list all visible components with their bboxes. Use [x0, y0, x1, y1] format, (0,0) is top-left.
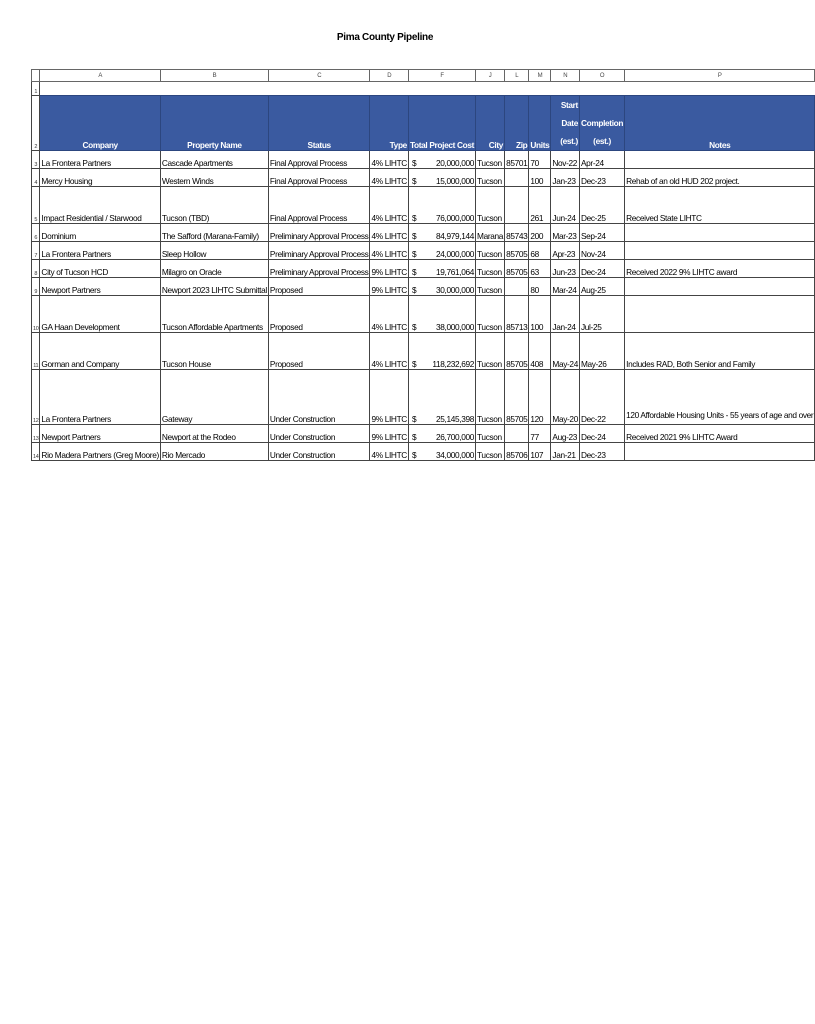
- cell-units: 107: [529, 443, 551, 461]
- cell-start-date: Jan-23: [551, 169, 580, 187]
- cell-total-project-cost: [408, 278, 475, 296]
- table-row: [32, 169, 815, 187]
- cell-company: Rio Madera Partners (Greg Moore): [40, 443, 160, 461]
- cell-type: 4% LIHTC: [370, 224, 408, 242]
- cell-start-date: Mar-24: [551, 278, 580, 296]
- cell-notes: [625, 278, 815, 296]
- cell-company: City of Tucson HCD: [40, 260, 160, 278]
- row-number: 4: [32, 169, 40, 187]
- cell-completion: Dec-24: [579, 425, 624, 443]
- cell-notes: Received 2022 9% LIHTC award: [625, 260, 815, 278]
- cell-total-project-cost: [408, 242, 475, 260]
- cell-type: 4% LIHTC: [370, 333, 408, 370]
- cell-completion: Dec-23: [579, 443, 624, 461]
- cell-zip: [505, 425, 529, 443]
- cell-property-name: The Safford (Marana-Family): [160, 224, 268, 242]
- table-row: [32, 443, 815, 461]
- cell-status: Final Approval Process: [268, 151, 370, 169]
- cost-amount: 15,000,000: [435, 176, 475, 186]
- cell-property-name: Western Winds: [160, 169, 268, 187]
- cost-amount: 30,000,000: [435, 285, 475, 295]
- cell-status: Preliminary Approval Process: [268, 224, 370, 242]
- cell-company: Mercy Housing: [40, 169, 160, 187]
- cell-start-date: Nov-22: [551, 151, 580, 169]
- cell-type: 9% LIHTC: [370, 260, 408, 278]
- cell-start-date: May-20: [551, 370, 580, 425]
- cell-company: Dominium: [40, 224, 160, 242]
- cell-company: La Frontera Partners: [40, 242, 160, 260]
- table-row: [32, 333, 815, 370]
- cell-units: 408: [529, 333, 551, 370]
- cell-status: Proposed: [268, 333, 370, 370]
- currency-symbol: $: [411, 359, 417, 369]
- cell-status: Under Construction: [268, 370, 370, 425]
- cell-type: 4% LIHTC: [370, 151, 408, 169]
- column-letter: M: [529, 70, 551, 82]
- column-letter: B: [160, 70, 268, 82]
- cost-amount: 24,000,000: [435, 249, 475, 259]
- cost-amount: 84,979,144: [435, 231, 475, 241]
- cell-status: Preliminary Approval Process: [268, 242, 370, 260]
- cell-property-name: Tucson House: [160, 333, 268, 370]
- row-number: 2: [32, 96, 40, 151]
- cost-amount: 20,000,000: [435, 158, 475, 168]
- cell-zip: [505, 187, 529, 224]
- cell-start-date: Jun-23: [551, 260, 580, 278]
- cost-amount: 26,700,000: [435, 432, 475, 442]
- row-number: 8: [32, 260, 40, 278]
- column-letter-row: [32, 70, 815, 82]
- header-completion: Completion (est.): [579, 96, 624, 151]
- header-notes: Notes: [625, 96, 815, 151]
- cell-type: 4% LIHTC: [370, 187, 408, 224]
- cell-company: Gorman and Company: [40, 333, 160, 370]
- cell-start-date: Apr-23: [551, 242, 580, 260]
- cell-city: Tucson: [476, 278, 505, 296]
- cell-completion: Dec-23: [579, 169, 624, 187]
- row-number: 3: [32, 151, 40, 169]
- cell-property-name: Tucson (TBD): [160, 187, 268, 224]
- cell-property-name: Newport 2023 LIHTC Submittal: [160, 278, 268, 296]
- table-row: [32, 296, 815, 333]
- corner-cell: [32, 70, 40, 82]
- header-type: Type: [370, 96, 408, 151]
- cell-type: 9% LIHTC: [370, 425, 408, 443]
- cell-total-project-cost: [408, 370, 475, 425]
- cell-units: 63: [529, 260, 551, 278]
- cost-amount: 76,000,000: [435, 213, 475, 223]
- cell-completion: Nov-24: [579, 242, 624, 260]
- cell-city: Tucson: [476, 333, 505, 370]
- spreadsheet-table: [31, 69, 815, 461]
- cell-total-project-cost: [408, 151, 475, 169]
- cell-completion: Aug-25: [579, 278, 624, 296]
- cell-property-name: Rio Mercado: [160, 443, 268, 461]
- cell-units: 120: [529, 370, 551, 425]
- cost-amount: 34,000,000: [435, 450, 475, 460]
- cell-status: Final Approval Process: [268, 169, 370, 187]
- cell-notes: [625, 151, 815, 169]
- cell-status: Final Approval Process: [268, 187, 370, 224]
- cell-completion: Apr-24: [579, 151, 624, 169]
- cell-zip: 85705: [505, 370, 529, 425]
- cell-notes: 120 Affordable Housing Units - 55 years of age and over: [625, 370, 815, 425]
- cost-amount: 19,761,064: [435, 267, 475, 277]
- cell-city: Tucson: [476, 169, 505, 187]
- cell-notes: Received 2021 9% LIHTC Award: [625, 425, 815, 443]
- cell-completion: Dec-24: [579, 260, 624, 278]
- cost-amount: 25,145,398: [435, 414, 475, 424]
- cell-notes: [625, 242, 815, 260]
- cell-type: 4% LIHTC: [370, 443, 408, 461]
- header-row: [32, 96, 815, 151]
- cell-property-name: Tucson Affordable Apartments: [160, 296, 268, 333]
- cell-units: 77: [529, 425, 551, 443]
- cell-total-project-cost: [408, 443, 475, 461]
- cell-city: Tucson: [476, 242, 505, 260]
- cell-type: 4% LIHTC: [370, 296, 408, 333]
- table-row: [32, 425, 815, 443]
- cell-type: 4% LIHTC: [370, 169, 408, 187]
- column-letter: N: [551, 70, 580, 82]
- cell-company: Newport Partners: [40, 425, 160, 443]
- cell-property-name: Newport at the Rodeo: [160, 425, 268, 443]
- currency-symbol: $: [411, 450, 417, 460]
- row-number: 14: [32, 443, 40, 461]
- currency-symbol: $: [411, 231, 417, 241]
- currency-symbol: $: [411, 432, 417, 442]
- cell-city: Tucson: [476, 151, 505, 169]
- cell-notes: Includes RAD, Both Senior and Family: [625, 333, 815, 370]
- table-row: [32, 242, 815, 260]
- cell-total-project-cost: [408, 425, 475, 443]
- row-number: 7: [32, 242, 40, 260]
- cell-total-project-cost: [408, 296, 475, 333]
- cell-completion: Dec-22: [579, 370, 624, 425]
- cell-company: Impact Residential / Starwood: [40, 187, 160, 224]
- column-letter: D: [370, 70, 408, 82]
- cell-units: 68: [529, 242, 551, 260]
- cell-zip: 85701: [505, 151, 529, 169]
- cell-zip: [505, 278, 529, 296]
- header-units: Units: [529, 96, 551, 151]
- row-number: 11: [32, 333, 40, 370]
- cell-city: Tucson: [476, 443, 505, 461]
- header-status: Status: [268, 96, 370, 151]
- cell-property-name: Milagro on Oracle: [160, 260, 268, 278]
- column-letter: O: [579, 70, 624, 82]
- cell-type: 9% LIHTC: [370, 278, 408, 296]
- cell-completion: May-26: [579, 333, 624, 370]
- column-letter: P: [625, 70, 815, 82]
- cell-units: 100: [529, 296, 551, 333]
- empty-cell: [40, 82, 815, 96]
- cell-units: 80: [529, 278, 551, 296]
- currency-symbol: $: [411, 267, 417, 277]
- cell-zip: 85713: [505, 296, 529, 333]
- cell-total-project-cost: [408, 187, 475, 224]
- table-row: [32, 224, 815, 242]
- table-row: [32, 278, 815, 296]
- cell-company: GA Haan Development: [40, 296, 160, 333]
- cell-zip: 85705: [505, 242, 529, 260]
- currency-symbol: $: [411, 176, 417, 186]
- column-letter: J: [476, 70, 505, 82]
- cell-completion: Sep-24: [579, 224, 624, 242]
- cell-city: Tucson: [476, 260, 505, 278]
- cell-zip: 85705: [505, 333, 529, 370]
- cell-total-project-cost: [408, 224, 475, 242]
- column-letter: C: [268, 70, 370, 82]
- table-row: [32, 151, 815, 169]
- cell-notes: Rehab of an old HUD 202 project.: [625, 169, 815, 187]
- cell-notes: Received State LIHTC: [625, 187, 815, 224]
- table-row: [32, 187, 815, 224]
- header-city: City: [476, 96, 505, 151]
- cell-units: 261: [529, 187, 551, 224]
- row-number: 9: [32, 278, 40, 296]
- cell-status: Under Construction: [268, 425, 370, 443]
- header-property-name: Property Name: [160, 96, 268, 151]
- cell-units: 70: [529, 151, 551, 169]
- row-number: 13: [32, 425, 40, 443]
- cell-start-date: Aug-23: [551, 425, 580, 443]
- cell-start-date: Mar-23: [551, 224, 580, 242]
- cell-city: Tucson: [476, 296, 505, 333]
- cell-start-date: Jan-21: [551, 443, 580, 461]
- cell-total-project-cost: [408, 333, 475, 370]
- currency-symbol: $: [411, 285, 417, 295]
- currency-symbol: $: [411, 158, 417, 168]
- currency-symbol: $: [411, 322, 417, 332]
- header-total-project-cost: Total Project Cost: [408, 96, 475, 151]
- page-title: Pima County Pipeline: [336, 32, 434, 43]
- cell-city: Marana: [476, 224, 505, 242]
- cell-company: Newport Partners: [40, 278, 160, 296]
- cell-city: Tucson: [476, 187, 505, 224]
- header-company: Company: [40, 96, 160, 151]
- cell-zip: [505, 169, 529, 187]
- cell-type: 9% LIHTC: [370, 370, 408, 425]
- table-row: [32, 260, 815, 278]
- empty-row: [32, 82, 815, 96]
- cell-zip: 85706: [505, 443, 529, 461]
- cell-city: Tucson: [476, 425, 505, 443]
- cell-zip: 85743: [505, 224, 529, 242]
- table-row: [32, 370, 815, 425]
- cell-company: La Frontera Partners: [40, 370, 160, 425]
- cell-property-name: Cascade Apartments: [160, 151, 268, 169]
- column-letter: L: [505, 70, 529, 82]
- column-letter: F: [408, 70, 475, 82]
- currency-symbol: $: [411, 249, 417, 259]
- cell-status: Preliminary Approval Process: [268, 260, 370, 278]
- cost-amount: 118,232,692: [432, 359, 475, 369]
- cell-start-date: Jun-24: [551, 187, 580, 224]
- cell-start-date: May-24: [551, 333, 580, 370]
- cell-city: Tucson: [476, 370, 505, 425]
- cell-notes: [625, 443, 815, 461]
- cell-units: 200: [529, 224, 551, 242]
- row-number: 5: [32, 187, 40, 224]
- cell-property-name: Sleep Hollow: [160, 242, 268, 260]
- row-number: 12: [32, 370, 40, 425]
- currency-symbol: $: [411, 213, 417, 223]
- cell-start-date: Jan-24: [551, 296, 580, 333]
- cell-notes: [625, 224, 815, 242]
- cell-status: Proposed: [268, 296, 370, 333]
- cell-status: Proposed: [268, 278, 370, 296]
- row-number: 10: [32, 296, 40, 333]
- cost-amount: 38,000,000: [435, 322, 475, 332]
- header-start-date: Start Date (est.): [551, 96, 580, 151]
- cell-completion: Jul-25: [579, 296, 624, 333]
- cell-company: La Frontera Partners: [40, 151, 160, 169]
- cell-status: Under Construction: [268, 443, 370, 461]
- cell-completion: Dec-25: [579, 187, 624, 224]
- header-zip: Zip: [505, 96, 529, 151]
- cell-zip: 85705: [505, 260, 529, 278]
- cell-type: 4% LIHTC: [370, 242, 408, 260]
- row-number: 6: [32, 224, 40, 242]
- row-number: 1: [32, 82, 40, 96]
- cell-total-project-cost: [408, 260, 475, 278]
- cell-units: 100: [529, 169, 551, 187]
- cell-notes: [625, 296, 815, 333]
- cell-total-project-cost: [408, 169, 475, 187]
- column-letter: A: [40, 70, 160, 82]
- cell-property-name: Gateway: [160, 370, 268, 425]
- currency-symbol: $: [411, 414, 417, 424]
